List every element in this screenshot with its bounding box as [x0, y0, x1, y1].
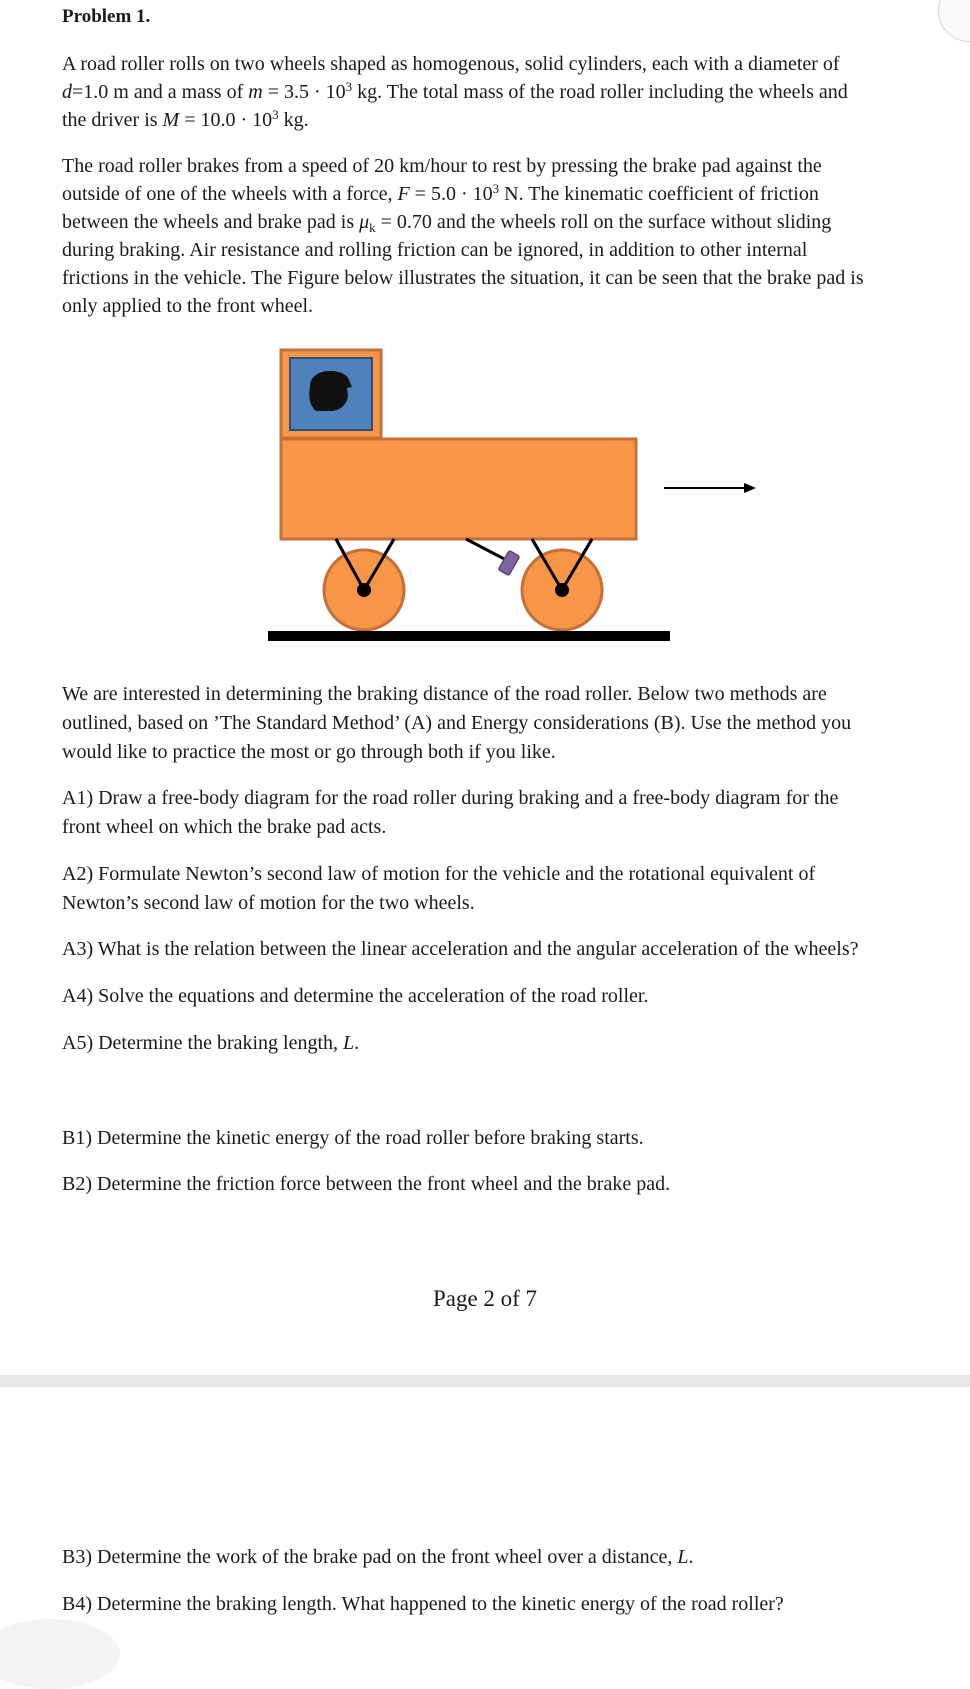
p2-line2: outside of one of the wheels with a force, $F = 5.0 \cdot 10^3$ N. The kinematic coefficient of friction: [62, 181, 819, 205]
problem-title: Problem 1.: [62, 6, 151, 27]
front-axle: [555, 583, 569, 597]
question-b1: B1) Determine the kinetic energy of the road roller before braking starts.: [62, 1127, 644, 1149]
question-b4: B4) Determine the braking length. What happened to the kinetic energy of the road roller?: [62, 1593, 784, 1615]
page-3: [0, 1387, 970, 1649]
question-b3: B3) Determine the work of the brake pad on the front wheel over a distance, L.: [62, 1546, 694, 1568]
p2-line3: between the wheels and brake pad is $\mu_k = 0.70$ and the wheels roll on the surface without sliding: [62, 211, 832, 235]
motion-arrow-icon: [664, 483, 756, 493]
p3-line1: We are interested in determining the braking distance of the road roller. Below two methods are: [62, 683, 827, 705]
ground: [268, 631, 670, 641]
question-a3: A3) What is the relation between the linear acceleration and the angular acceleration of the wheels?: [62, 938, 859, 960]
question-a5: A5) Determine the braking length, L.: [62, 1032, 360, 1054]
rear-axle: [357, 583, 371, 597]
brake-arm: [466, 539, 510, 562]
roller-body: [281, 439, 636, 539]
p2-line4: during braking. Air resistance and rolling friction can be ignored, in addition to other internal: [62, 239, 808, 261]
question-b2: B2) Determine the friction force between the front wheel and the brake pad.: [62, 1173, 671, 1195]
brake-pad: [498, 550, 519, 575]
scroll-handle[interactable]: [938, 0, 970, 42]
page-number: Page 2 of 7: [432, 1286, 538, 1311]
question-a2-line2: Newton’s second law of motion for the two wheels.: [62, 892, 475, 914]
question-a4: A4) Solve the equations and determine the acceleration of the road roller.: [62, 985, 649, 1007]
road-roller-figure: [0, 340, 970, 650]
question-a2-line1: A2) Formulate Newton’s second law of motion for the vehicle and the rotational equivalent of: [62, 863, 816, 885]
p2-line6: only applied to the front wheel.: [62, 295, 314, 317]
p2-line1: The road roller brakes from a speed of 20 km/hour to rest by pressing the brake pad against the: [62, 155, 822, 177]
p3-line3: would like to practice the most or go through both if you like.: [62, 741, 556, 763]
p1-line2: d=1.0 m and a mass of $m = 3.5 \cdot 10^3$ kg. The total mass of the road roller including the wheels and: [62, 79, 848, 103]
page-separator: [0, 1375, 970, 1387]
p1-line1: A road roller rolls on two wheels shaped as homogenous, solid cylinders, each with a diameter of: [62, 53, 840, 75]
p1-line3: the driver is $M = 10.0 \cdot 10^3$ kg.: [62, 107, 309, 131]
question-a1-line2: front wheel on which the brake pad acts.: [62, 816, 387, 838]
question-a1-line1: A1) Draw a free-body diagram for the road roller during braking and a free-body diagram for the: [62, 787, 839, 809]
p3-line2: outlined, based on ’The Standard Method’ (A) and Energy considerations (B). Use the method you: [62, 712, 852, 734]
overlay-blob: [0, 1619, 120, 1689]
p2-line5: frictions in the vehicle. The Figure below illustrates the situation, it can be seen that the brake pad is: [62, 267, 864, 289]
